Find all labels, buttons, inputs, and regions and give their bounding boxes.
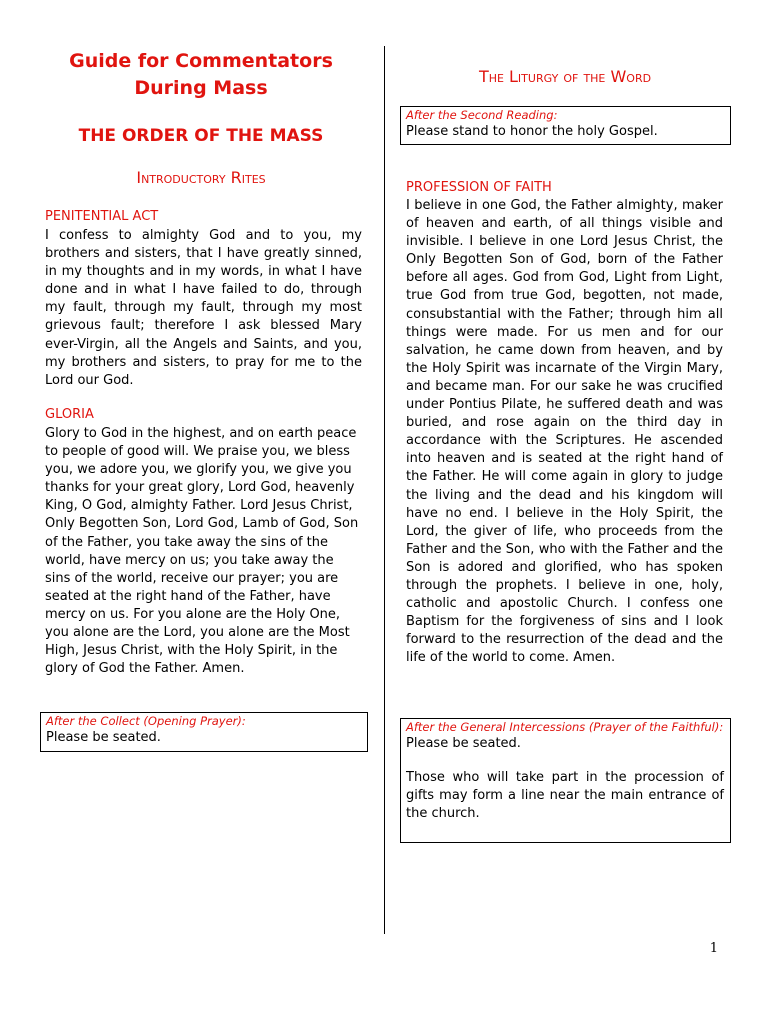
title-line-2: During Mass	[134, 77, 268, 99]
penitential-act-text: I confess to almighty God and to you, my brothers and sisters, that I have greatly sinned, in my thoughts and in my words, in what I have done and in what I have failed to do, through my fault, through my fault, through my most grievous fault; therefore I ask blessed Mary ever-Virgin, all the Angels and Saints, and you, my brothers and sisters, to pray for me to the Lord our God.	[45, 228, 362, 388]
page-number: 1	[709, 941, 718, 956]
gloria-heading: GLORIA	[45, 407, 94, 422]
title-line-1: Guide for Commentators	[69, 50, 333, 72]
second-reading-instruction: Please stand to honor the holy Gospel.	[406, 124, 658, 139]
liturgy-of-word-heading: The Liturgy of the Word	[478, 67, 652, 86]
introductory-rites-heading: Introductory Rites	[136, 168, 266, 187]
profession-of-faith-text: I believe in one God, the Father almighty, maker of heaven and earth, of all things visible and invisible. I believe in one Lord Jesus Christ, the Only Begotten Son of God, born of the Father before all ages. God from God, Light from Light, true God from true God, begotten, not made, consubstantial with the Father; through him all things were made. For us men and for our salvation, he came down from heaven, and by the Holy Spirit was incarnate of the Virgin Mary, and became man. For our sake he was crucified under Pontius Pilate, he suffered death and was buried, and rose again on the third day in accordance with the Scriptures. He ascended into heaven and is seated at the right hand of the Father. He will come again in glory to judge the living and the dead and his kingdom will have no end. I believe in the Holy Spirit, the Lord, the giver of life, who proceeds from the Father and the Son, who with the Father and the Son is adored and glorified, who has spoken through the prophets. I believe in one, holy, catholic and apostolic Church. I confess one Baptism for the forgiveness of sins and I look forward to the resurrection of the dead and the life of the world to come. Amen.	[406, 198, 723, 666]
procession-instruction: Those who will take part in the procession of gifts may form a line near the main entrance of the church.	[406, 770, 724, 821]
intercessions-note: After the General Intercessions (Prayer of the Faithful):	[406, 720, 724, 734]
column-divider	[384, 46, 385, 934]
collect-instruction: Please be seated.	[46, 730, 161, 745]
collect-instruction-box	[40, 712, 368, 752]
penitential-act-heading: PENITENTIAL ACT	[45, 209, 159, 224]
order-of-mass-title: THE ORDER OF THE MASS	[78, 126, 324, 146]
collect-note: After the Collect (Opening Prayer):	[46, 714, 246, 728]
document-title	[40, 48, 362, 102]
intercessions-instruction-box	[400, 718, 731, 843]
second-reading-instruction-box	[400, 106, 731, 145]
intercessions-instruction: Please be seated.	[406, 736, 521, 751]
gloria-text: Glory to God in the highest, and on earth peace to people of good will. We praise you, we bless you, we adore you, we glorify you, we give you thanks for your great glory, Lord God, heavenly King, O God, almighty Father. Lord Jesus Christ, Only Begotten Son, Lord God, Lamb of God, Son of the Father, you take away the sins of the world, have mercy on us; you take away the sins of the world, receive our prayer; you are seated at the right hand of the Father, have mercy on us. For you alone are the Holy One, you alone are the Lord, you alone are the Most High, Jesus Christ, with the Holy Spirit, in the glory of God the Father. Amen.	[45, 426, 359, 677]
second-reading-note: After the Second Reading:	[406, 108, 558, 122]
profession-of-faith-heading: PROFESSION OF FAITH	[406, 180, 552, 195]
